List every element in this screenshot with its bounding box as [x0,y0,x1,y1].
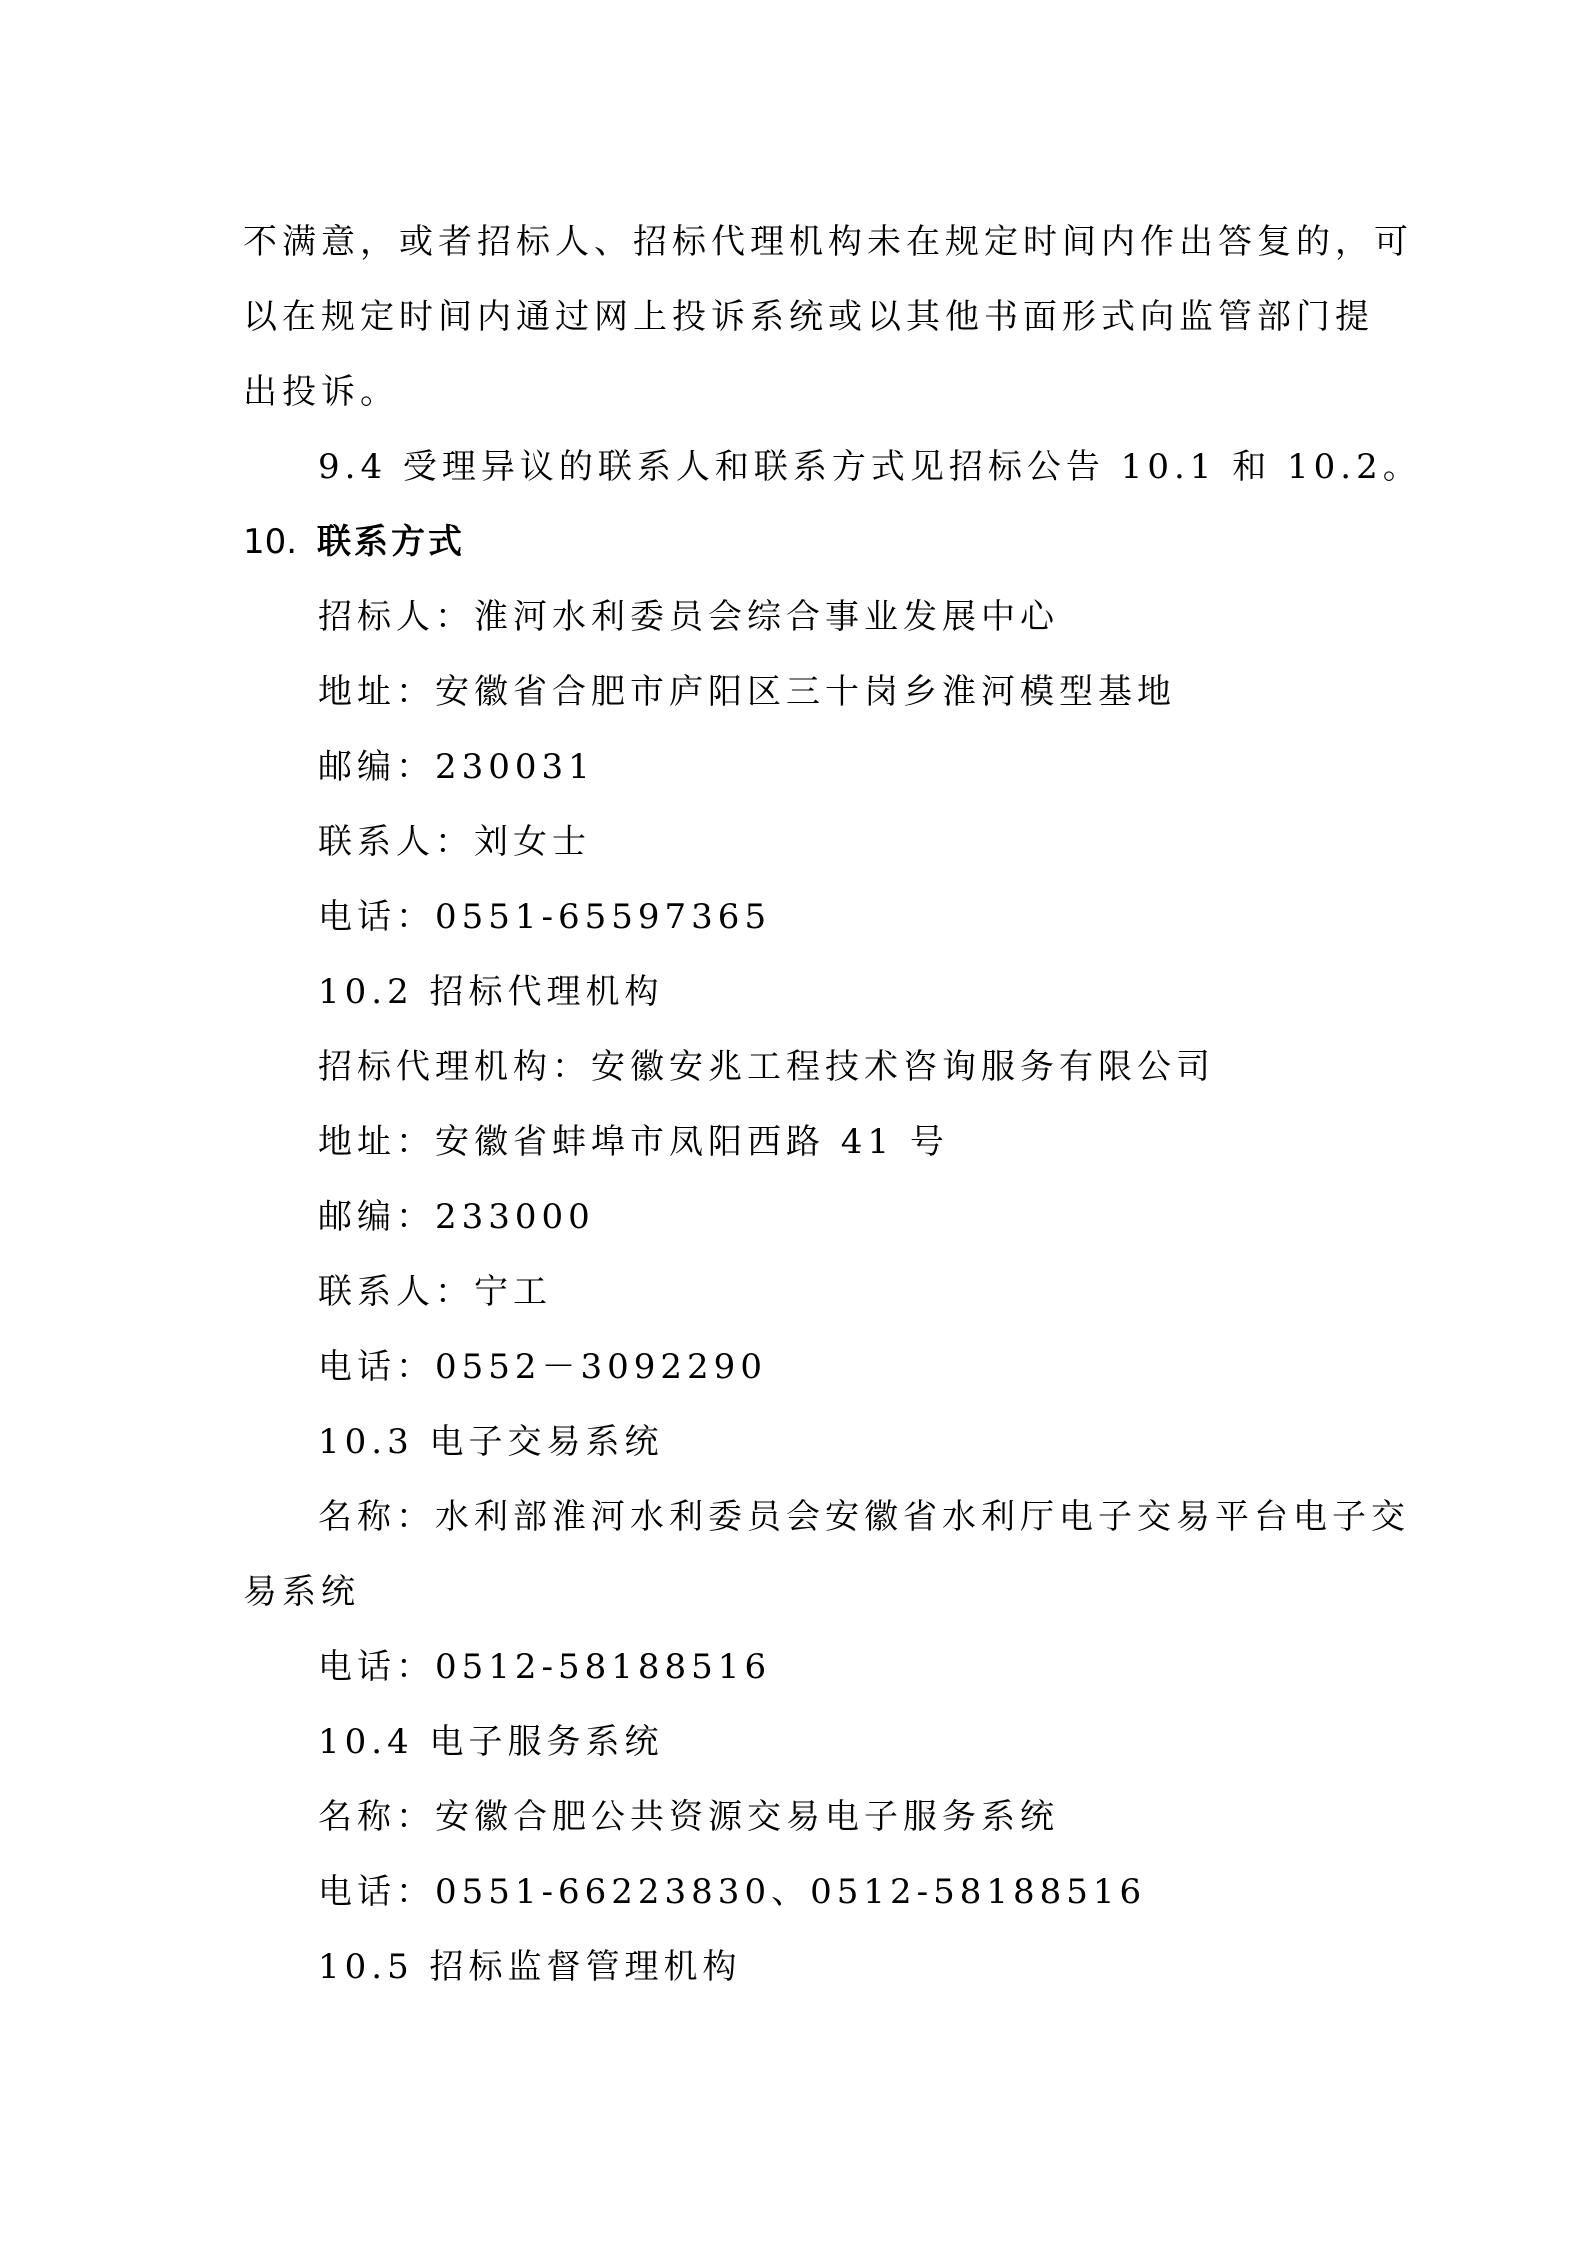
agency-address: 地址：安徽省蚌埠市凤阳西路 41 号 [318,1122,949,1162]
paragraph-line: 出投诉。 [243,372,399,412]
agency-name: 招标代理机构：安徽安兆工程技术咨询服务有限公司 [318,1047,1215,1087]
tenderer-name: 招标人：淮河水利委员会综合事业发展中心 [318,597,1059,637]
section-heading [243,522,465,562]
tenderer-address: 地址：安徽省合肥市庐阳区三十岗乡淮河模型基地 [318,672,1176,712]
section-number: 10. [243,522,298,562]
etrade-name-line2: 易系统 [243,1572,360,1612]
paragraph-line: 9.4 受理异议的联系人和联系方式见招标公告 10.1 和 10.2。 [318,447,1422,487]
tenderer-phone: 电话：0551-65597365 [318,897,772,937]
section-title: 联系方式 [317,522,465,562]
agency-postcode: 邮编：233000 [318,1197,595,1237]
eservice-name: 名称：安徽合肥公共资源交易电子服务系统 [318,1797,1059,1837]
paragraph-line: 不满意，或者招标人、招标代理机构未在规定时间内作出答复的，可 [243,222,1413,262]
etrade-name-line1: 名称：水利部淮河水利委员会安徽省水利厅电子交易平台电子交 [318,1497,1410,1537]
tenderer-contact: 联系人：刘女士 [318,822,591,862]
eservice-phone: 电话：0551-66223830、0512-58188516 [318,1872,1147,1912]
supervision-heading: 10.5 招标监督管理机构 [318,1947,742,1987]
tenderer-postcode: 邮编：230031 [318,747,595,787]
agency-contact: 联系人：宁工 [318,1272,552,1312]
eservice-heading: 10.4 电子服务系统 [318,1722,664,1762]
paragraph-line: 以在规定时间内通过网上投诉系统或以其他书面形式向监管部门提 [243,297,1374,337]
agency-heading: 10.2 招标代理机构 [318,972,664,1012]
etrade-phone: 电话：0512-58188516 [318,1647,772,1687]
etrade-heading: 10.3 电子交易系统 [318,1422,664,1462]
agency-phone: 电话：0552－3092290 [318,1347,767,1387]
